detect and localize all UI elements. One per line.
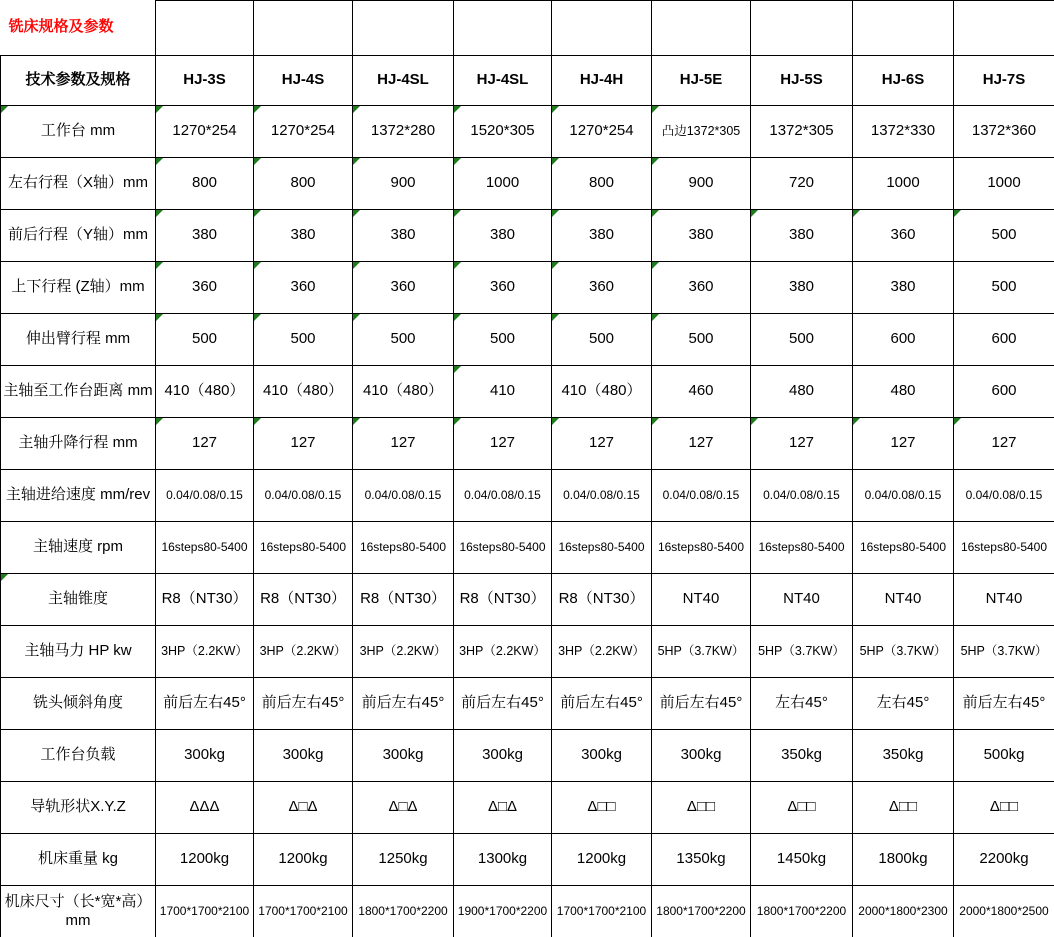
empty-cell: [954, 1, 1054, 56]
table-cell: 300kg: [254, 730, 353, 782]
table-cell: Δ□Δ: [454, 782, 552, 834]
empty-cell: [751, 1, 853, 56]
row-label: 伸出臂行程 mm: [1, 314, 156, 366]
column-header-hj-5s: HJ-5S: [751, 56, 853, 106]
table-cell: 5HP（3.7KW）: [954, 626, 1054, 678]
table-cell: 16steps80-5400: [454, 522, 552, 574]
table-cell: 1450kg: [751, 834, 853, 886]
table-cell: 600: [954, 314, 1054, 366]
table-cell: 410: [454, 366, 552, 418]
table-cell: Δ□Δ: [254, 782, 353, 834]
table-cell: 500: [254, 314, 353, 366]
corner-flag-icon: [254, 418, 261, 425]
row-label: 主轴进给速度 mm/rev: [1, 470, 156, 522]
table-cell: Δ□□: [853, 782, 954, 834]
table-row: [1, 782, 1054, 834]
table-cell: Δ□Δ: [353, 782, 454, 834]
table-cell: 0.04/0.08/0.15: [751, 470, 853, 522]
empty-cell: [454, 1, 552, 56]
table-cell: 1350kg: [652, 834, 751, 886]
table-cell: R8（NT30）: [454, 574, 552, 626]
corner-flag-icon: [353, 158, 360, 165]
corner-flag-icon: [652, 210, 659, 217]
table-row: [1, 730, 1054, 782]
table-cell: 300kg: [552, 730, 652, 782]
sheet-title: 铣床规格及参数: [1, 1, 156, 56]
table-cell: 380: [454, 210, 552, 262]
corner-flag-icon: [156, 314, 163, 321]
table-cell: 16steps80-5400: [751, 522, 853, 574]
corner-flag-icon: [254, 262, 261, 269]
table-cell: 800: [254, 158, 353, 210]
corner-flag-icon: [954, 210, 961, 217]
table-cell: 前后左右45°: [954, 678, 1054, 730]
corner-flag-icon: [156, 210, 163, 217]
table-cell: 16steps80-5400: [156, 522, 254, 574]
table-row: [1, 262, 1054, 314]
table-cell: R8（NT30）: [353, 574, 454, 626]
corner-flag-icon: [751, 418, 758, 425]
table-cell: 1520*305: [454, 106, 552, 158]
corner-flag-icon: [853, 418, 860, 425]
table-cell: 300kg: [156, 730, 254, 782]
table-cell: 2000*1800*2500: [954, 886, 1054, 937]
table-cell: 460: [652, 366, 751, 418]
table-cell: 380: [156, 210, 254, 262]
empty-cell: [156, 1, 254, 56]
table-cell: 1200kg: [254, 834, 353, 886]
table-cell: 600: [853, 314, 954, 366]
row-label: 铣头倾斜角度: [1, 678, 156, 730]
corner-flag-icon: [454, 158, 461, 165]
table-cell: 360: [853, 210, 954, 262]
table-cell: 500: [652, 314, 751, 366]
corner-flag-icon: [552, 210, 559, 217]
table-cell: 1250kg: [353, 834, 454, 886]
table-cell: 127: [751, 418, 853, 470]
corner-flag-icon: [353, 314, 360, 321]
table-row: [1, 626, 1054, 678]
table-cell: Δ□□: [751, 782, 853, 834]
row-label: 主轴锥度: [1, 574, 156, 626]
corner-flag-icon: [552, 158, 559, 165]
table-row: [1, 834, 1054, 886]
column-header-hj-4h: HJ-4H: [552, 56, 652, 106]
row-label: 主轴马力 HP kw: [1, 626, 156, 678]
table-cell: 1372*280: [353, 106, 454, 158]
empty-cell: [652, 1, 751, 56]
table-cell: 360: [454, 262, 552, 314]
corner-flag-icon: [454, 262, 461, 269]
table-cell: 2000*1800*2300: [853, 886, 954, 937]
row-label: 工作台负载: [1, 730, 156, 782]
corner-flag-icon: [156, 262, 163, 269]
corner-flag-icon: [454, 314, 461, 321]
table-cell: 凸边1372*305: [652, 106, 751, 158]
table-cell: 300kg: [454, 730, 552, 782]
table-cell: 500: [353, 314, 454, 366]
table-cell: Δ□□: [652, 782, 751, 834]
table-cell: 1300kg: [454, 834, 552, 886]
table-cell: 5HP（3.7KW）: [652, 626, 751, 678]
corner-flag-icon: [156, 106, 163, 113]
table-cell: 350kg: [853, 730, 954, 782]
table-cell: 0.04/0.08/0.15: [156, 470, 254, 522]
column-header-hj-7s: HJ-7S: [954, 56, 1054, 106]
table-cell: 900: [652, 158, 751, 210]
table-cell: 800: [156, 158, 254, 210]
corner-flag-icon: [652, 418, 659, 425]
column-header-hj-4sl: HJ-4SL: [454, 56, 552, 106]
table-cell: NT40: [751, 574, 853, 626]
table-cell: 127: [254, 418, 353, 470]
table-row: [1, 314, 1054, 366]
table-cell: 410（480）: [254, 366, 353, 418]
table-cell: 1800*1700*2200: [751, 886, 853, 937]
corner-flag-icon: [353, 210, 360, 217]
table-cell: 350kg: [751, 730, 853, 782]
table-cell: 500kg: [954, 730, 1054, 782]
table-cell: NT40: [652, 574, 751, 626]
table-cell: 380: [254, 210, 353, 262]
table-cell: 410（480）: [156, 366, 254, 418]
row-label: 机床尺寸（长*宽*高）mm: [1, 886, 156, 937]
row-label: 主轴至工作台距离 mm: [1, 366, 156, 418]
row-label: 前后行程（Y轴）mm: [1, 210, 156, 262]
table-cell: NT40: [954, 574, 1054, 626]
empty-cell: [853, 1, 954, 56]
table-cell: 300kg: [652, 730, 751, 782]
table-cell: 3HP（2.2KW）: [254, 626, 353, 678]
table-cell: NT40: [853, 574, 954, 626]
column-header-hj-6s: HJ-6S: [853, 56, 954, 106]
row-label: 主轴速度 rpm: [1, 522, 156, 574]
table-cell: 左右45°: [853, 678, 954, 730]
corner-flag-icon: [552, 418, 559, 425]
row-label: 工作台 mm: [1, 106, 156, 158]
corner-flag-icon: [254, 210, 261, 217]
table-cell: 1000: [853, 158, 954, 210]
table-cell: 1000: [954, 158, 1054, 210]
table-cell: 1200kg: [156, 834, 254, 886]
table-cell: 500: [454, 314, 552, 366]
table-cell: 380: [552, 210, 652, 262]
table-cell: ΔΔΔ: [156, 782, 254, 834]
table-cell: 380: [652, 210, 751, 262]
table-row: [1, 574, 1054, 626]
table-cell: 500: [751, 314, 853, 366]
table-cell: 3HP（2.2KW）: [156, 626, 254, 678]
table-row: [1, 522, 1054, 574]
table-cell: 0.04/0.08/0.15: [652, 470, 751, 522]
table-row: [1, 470, 1054, 522]
table-cell: 720: [751, 158, 853, 210]
table-cell: 127: [156, 418, 254, 470]
table-cell: 127: [853, 418, 954, 470]
table-cell: 360: [254, 262, 353, 314]
table-cell: 360: [156, 262, 254, 314]
row-label: 上下行程 (Z轴）mm: [1, 262, 156, 314]
table-cell: 1270*254: [254, 106, 353, 158]
table-cell: 1270*254: [156, 106, 254, 158]
corner-flag-icon: [454, 418, 461, 425]
column-header-hj-4s: HJ-4S: [254, 56, 353, 106]
corner-flag-icon: [954, 418, 961, 425]
table-cell: 900: [353, 158, 454, 210]
table-cell: Δ□□: [552, 782, 652, 834]
corner-flag-icon: [552, 314, 559, 321]
corner-flag-icon: [552, 262, 559, 269]
table-cell: 500: [954, 210, 1054, 262]
corner-flag-icon: [353, 418, 360, 425]
table-cell: 0.04/0.08/0.15: [552, 470, 652, 522]
table-cell: 前后左右45°: [353, 678, 454, 730]
corner-flag-icon: [156, 158, 163, 165]
table-row: [1, 158, 1054, 210]
table-cell: 127: [353, 418, 454, 470]
table-cell: 1700*1700*2100: [552, 886, 652, 937]
corner-flag-icon: [652, 158, 659, 165]
header-params-label: 技术参数及规格: [1, 56, 156, 106]
table-cell: 16steps80-5400: [652, 522, 751, 574]
table-cell: 410（480）: [552, 366, 652, 418]
table-cell: 16steps80-5400: [954, 522, 1054, 574]
row-label: 左右行程（X轴）mm: [1, 158, 156, 210]
table-cell: 3HP（2.2KW）: [454, 626, 552, 678]
column-header-hj-3s: HJ-3S: [156, 56, 254, 106]
row-label: 导轨形状X.Y.Z: [1, 782, 156, 834]
empty-cell: [552, 1, 652, 56]
table-cell: 360: [353, 262, 454, 314]
table-cell: 左右45°: [751, 678, 853, 730]
table-cell: 16steps80-5400: [552, 522, 652, 574]
table-cell: 360: [552, 262, 652, 314]
row-label: 主轴升降行程 mm: [1, 418, 156, 470]
table-cell: 16steps80-5400: [254, 522, 353, 574]
table-cell: 前后左右45°: [156, 678, 254, 730]
corner-flag-icon: [353, 262, 360, 269]
table-cell: 480: [853, 366, 954, 418]
table-cell: 1800kg: [853, 834, 954, 886]
table-cell: 500: [552, 314, 652, 366]
table-cell: 500: [156, 314, 254, 366]
corner-flag-icon: [454, 366, 461, 373]
table-cell: 600: [954, 366, 1054, 418]
table-cell: 380: [751, 262, 853, 314]
table-row: [1, 366, 1054, 418]
table-cell: 1800*1700*2200: [353, 886, 454, 937]
table-cell: 1270*254: [552, 106, 652, 158]
corner-flag-icon: [652, 314, 659, 321]
corner-flag-icon: [552, 106, 559, 113]
table-cell: 1372*330: [853, 106, 954, 158]
corner-flag-icon: [853, 210, 860, 217]
corner-flag-icon: [254, 158, 261, 165]
corner-flag-icon: [652, 262, 659, 269]
table-row: [1, 106, 1054, 158]
table-cell: 127: [454, 418, 552, 470]
table-cell: 1372*305: [751, 106, 853, 158]
table-cell: 800: [552, 158, 652, 210]
table-cell: 1800*1700*2200: [652, 886, 751, 937]
table-cell: 1700*1700*2100: [254, 886, 353, 937]
table-cell: 500: [954, 262, 1054, 314]
column-header-hj-4sl: HJ-4SL: [353, 56, 454, 106]
table-cell: 1000: [454, 158, 552, 210]
table-cell: 前后左右45°: [254, 678, 353, 730]
table-cell: 2200kg: [954, 834, 1054, 886]
table-cell: R8（NT30）: [254, 574, 353, 626]
table-cell: 380: [853, 262, 954, 314]
table-cell: 127: [652, 418, 751, 470]
column-header-hj-5e: HJ-5E: [652, 56, 751, 106]
table-cell: 1200kg: [552, 834, 652, 886]
table-row: [1, 886, 1054, 937]
table-row: [1, 210, 1054, 262]
table-cell: 1900*1700*2200: [454, 886, 552, 937]
table-cell: 5HP（3.7KW）: [853, 626, 954, 678]
corner-flag-icon: [1, 574, 8, 581]
table-row: [1, 418, 1054, 470]
table-cell: 380: [751, 210, 853, 262]
table-cell: 410（480）: [353, 366, 454, 418]
empty-cell: [353, 1, 454, 56]
table-cell: 480: [751, 366, 853, 418]
empty-cell: [254, 1, 353, 56]
corner-flag-icon: [454, 210, 461, 217]
table-cell: 300kg: [353, 730, 454, 782]
corner-flag-icon: [254, 106, 261, 113]
table-cell: 16steps80-5400: [853, 522, 954, 574]
table-cell: 3HP（2.2KW）: [353, 626, 454, 678]
corner-flag-icon: [156, 418, 163, 425]
table-cell: 0.04/0.08/0.15: [454, 470, 552, 522]
table-cell: 1700*1700*2100: [156, 886, 254, 937]
corner-flag-icon: [1, 106, 8, 113]
table-cell: 127: [552, 418, 652, 470]
table-cell: 0.04/0.08/0.15: [853, 470, 954, 522]
corner-flag-icon: [353, 106, 360, 113]
table-cell: 前后左右45°: [454, 678, 552, 730]
corner-flag-icon: [454, 106, 461, 113]
table-cell: 前后左右45°: [652, 678, 751, 730]
table-cell: 5HP（3.7KW）: [751, 626, 853, 678]
corner-flag-icon: [254, 314, 261, 321]
table-cell: 3HP（2.2KW）: [552, 626, 652, 678]
table-cell: R8（NT30）: [552, 574, 652, 626]
table-cell: 0.04/0.08/0.15: [353, 470, 454, 522]
table-cell: 16steps80-5400: [353, 522, 454, 574]
table-cell: Δ□□: [954, 782, 1054, 834]
table-cell: 0.04/0.08/0.15: [254, 470, 353, 522]
corner-flag-icon: [652, 106, 659, 113]
table-row: [1, 678, 1054, 730]
table-cell: 0.04/0.08/0.15: [954, 470, 1054, 522]
row-label: 机床重量 kg: [1, 834, 156, 886]
corner-flag-icon: [751, 210, 758, 217]
table-cell: 1372*360: [954, 106, 1054, 158]
table-cell: 360: [652, 262, 751, 314]
table-cell: R8（NT30）: [156, 574, 254, 626]
table-cell: 380: [353, 210, 454, 262]
table-cell: 127: [954, 418, 1054, 470]
table-cell: 前后左右45°: [552, 678, 652, 730]
